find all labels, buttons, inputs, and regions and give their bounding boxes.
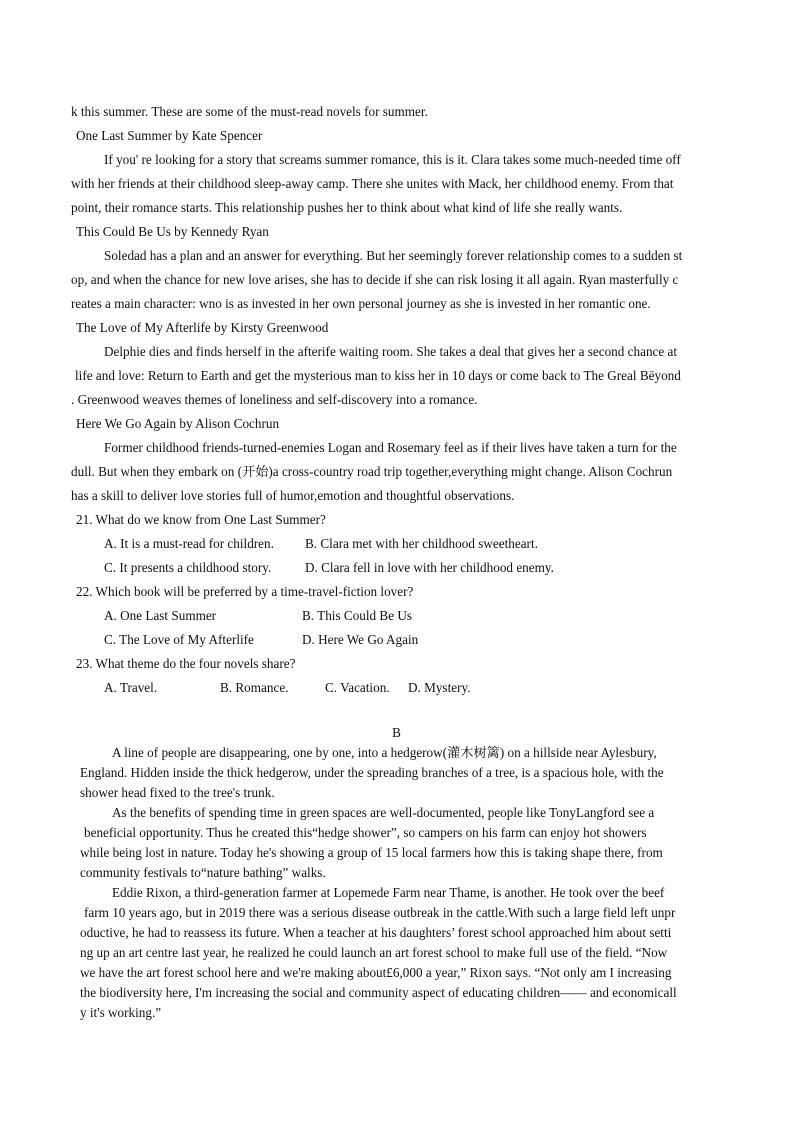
passage-b-line: y it's working.” xyxy=(80,1005,162,1020)
book-text-line: point, their romance starts. This relationship pushes her to think about what kind of life she really wants. xyxy=(71,200,623,215)
intro-line: k this summer. These are some of the must-read novels for summer. xyxy=(71,104,428,119)
book-text-line: has a skill to deliver love stories full of humor,emotion and thoughtful observations. xyxy=(71,488,515,503)
book-text-line: life and love: Return to Earth and get the mysterious man to kiss her in 10 days or come back to The Greal Bēyond xyxy=(75,368,681,383)
passage-b-line: As the benefits of spending time in green spaces are well-documented, people like TonyLangford see a xyxy=(112,805,655,820)
book-text-line: reates a main character: wno is as invested in her own personal journey as she is invested in her romantic one. xyxy=(71,296,651,311)
passage-b-line: Eddie Rixon, a third-generation farmer at Lopemede Farm near Thame, is another. He took over the beef xyxy=(112,885,665,900)
question-23-option-c: C. Vacation. xyxy=(325,680,390,695)
book-text-line: with her friends at their childhood sleep-away camp. There she unites with Mack, her childhood enemy. From that xyxy=(71,176,674,191)
book-text-line: Former childhood friends-turned-enemies Logan and Rosemary feel as if their lives have taken a turn for the xyxy=(104,440,677,455)
question-22-option-d: D. Here We Go Again xyxy=(302,632,419,647)
question-21-option-b: B. Clara met with her childhood sweetheart. xyxy=(305,536,538,551)
question-22-option-b: B. This Could Be Us xyxy=(302,608,413,623)
book-heading-love-of-my-afterlife: The Love of My Afterlife by Kirsty Greenwood xyxy=(76,320,329,335)
question-21-option-a: A. It is a must-read for children. xyxy=(104,536,274,551)
book-heading-here-we-go-again: Here We Go Again by Alison Cochrun xyxy=(76,416,280,431)
passage-b-line: while being lost in nature. Today he's showing a group of 15 local farmers how this is taking shape there, from xyxy=(80,845,663,860)
question-23-option-a: A. Travel. xyxy=(104,680,158,695)
question-21-option-d: D. Clara fell in love with her childhood enemy. xyxy=(305,560,554,575)
question-23: 23. What theme do the four novels share? xyxy=(76,656,296,671)
book-text-line: If you' re looking for a story that screams summer romance, this is it. Clara takes some much-needed time off xyxy=(104,152,681,167)
section-b-label: B xyxy=(392,725,401,740)
book-text-line: op, and when the chance for new love arises, she has to decide if she can risk losing it all again. Ryan masterfully c xyxy=(71,272,679,287)
passage-b-line: we have the art forest school here and we're making about£6,000 a year,” Rixon says. “Not only am I increasing xyxy=(80,965,672,980)
passage-b-line: the biodiversity here, I'm increasing the social and community aspect of educating children—— and economicall xyxy=(80,985,677,1000)
passage-b-line: ng up an art centre last year, he realized he could launch an art forest school to make full use of the field. “Now xyxy=(80,945,668,960)
question-23-option-d: D. Mystery. xyxy=(408,680,471,695)
question-22: 22. Which book will be preferred by a time-travel-fiction lover? xyxy=(76,584,414,599)
question-23-option-b: B. Romance. xyxy=(220,680,289,695)
book-text-line: dull. But when they embark on (开始)a cross-country road trip together,everything might change. Alison Cochrun xyxy=(71,464,673,479)
question-21: 21. What do we know from One Last Summer? xyxy=(76,512,326,527)
passage-b-line: A line of people are disappearing, one by one, into a hedgerow(灌木树篱) on a hillside near Aylesbury, xyxy=(112,745,657,760)
question-21-option-c: C. It presents a childhood story. xyxy=(104,560,272,575)
book-heading-this-could-be-us: This Could Be Us by Kennedy Ryan xyxy=(76,224,269,239)
passage-b-line: oductive, he had to reassess its future. When a teacher at his daughters’ forest school approached him about setti xyxy=(80,925,672,940)
passage-b-line: shower head fixed to the tree's trunk. xyxy=(80,785,275,800)
passage-b-line: community festivals to“nature bathing” walks. xyxy=(80,865,326,880)
passage-b-line: beneficial opportunity. Thus he created this“hedge shower”, so campers on his farm can enjoy hot showers xyxy=(84,825,647,840)
book-text-line: Soledad has a plan and an answer for everything. But her seemingly forever relationship comes to a sudden st xyxy=(104,248,683,263)
passage-b-line: farm 10 years ago, but in 2019 there was a serious disease outbreak in the cattle.With such a large field left unpr xyxy=(84,905,676,920)
question-22-option-a: A. One Last Summer xyxy=(104,608,217,623)
book-text-line: . Greenwood weaves themes of loneliness and self-discovery into a romance. xyxy=(71,392,478,407)
question-22-option-c: C. The Love of My Afterlife xyxy=(104,632,254,647)
book-heading-one-last-summer: One Last Summer by Kate Spencer xyxy=(76,128,263,143)
passage-b-line: England. Hidden inside the thick hedgerow, under the spreading branches of a tree, is a spacious hole, with the xyxy=(80,765,664,780)
book-text-line: Delphie dies and finds herself in the afterife waiting room. She takes a deal that gives her a second chance at xyxy=(104,344,678,359)
